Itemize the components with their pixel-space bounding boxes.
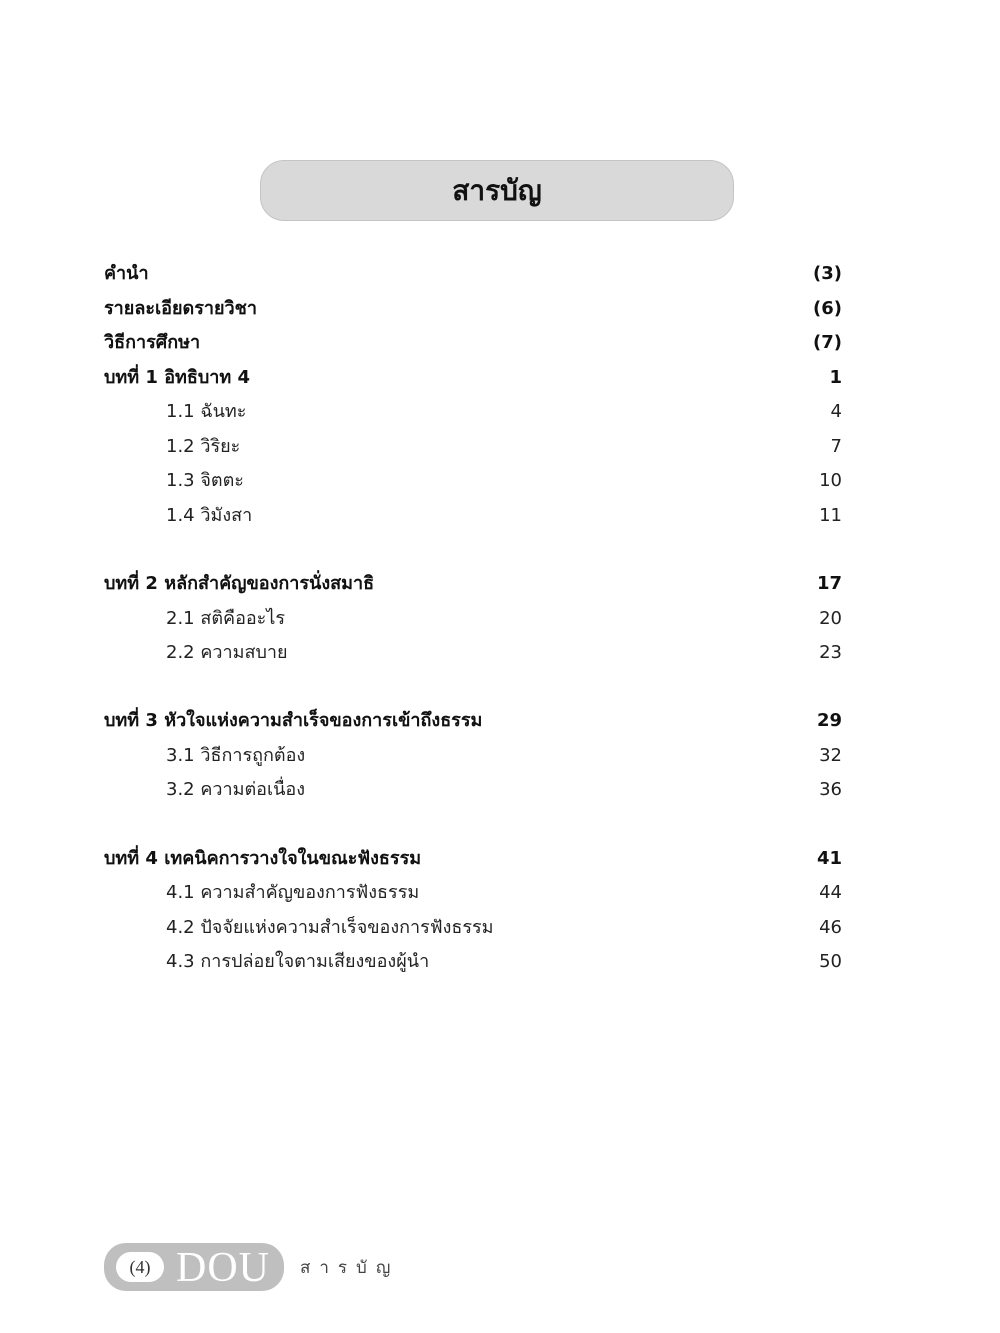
toc-entry-page: 20 xyxy=(819,608,842,629)
page-number: (4) xyxy=(116,1252,164,1282)
toc-entry-page: 41 xyxy=(816,848,842,869)
toc-entry-label: วิธีการศึกษา xyxy=(104,332,201,353)
page-footer xyxy=(104,1243,404,1291)
toc-entry-label: บทที่ 1 อิทธิบาท 4 xyxy=(104,367,251,388)
toc-entry-page: 1 xyxy=(829,367,842,388)
dou-logo: DOU xyxy=(176,1245,270,1291)
toc-entry-page: 7 xyxy=(830,436,842,457)
toc-entry-label: 4.2 ปัจจัยแห่งความสำเร็จของการฟังธรรม xyxy=(166,917,494,938)
toc-entry-label: 1.4 วิมังสา xyxy=(166,505,253,526)
toc-entry-page: 44 xyxy=(819,882,842,903)
toc-subentry[interactable] xyxy=(0,602,1000,636)
toc-entry-label: รายละเอียดรายวิชา xyxy=(104,298,257,319)
toc-entry[interactable] xyxy=(0,326,1000,360)
toc-entry-page: 17 xyxy=(816,573,842,594)
toc-entry-page: 50 xyxy=(819,951,842,972)
toc-entry-page: (3) xyxy=(813,263,842,284)
toc-entry-page: 11 xyxy=(819,505,842,526)
toc-subentry[interactable] xyxy=(0,499,1000,533)
toc-entry-label: 4.3 การปล่อยใจตามเสียงของผู้นำ xyxy=(166,951,430,972)
toc-entry-label: บทที่ 3 หัวใจแห่งความสำเร็จของการเข้าถึงธรรม xyxy=(104,710,483,731)
toc-chapter[interactable] xyxy=(0,567,1000,601)
toc-entry-label: 2.1 สติคืออะไร xyxy=(166,608,286,629)
toc-subentry[interactable] xyxy=(0,395,1000,429)
page-title: สารบัญ xyxy=(452,173,542,207)
toc-entry[interactable] xyxy=(0,292,1000,326)
toc-subentry[interactable] xyxy=(0,911,1000,945)
toc-subentry[interactable] xyxy=(0,636,1000,670)
toc-entry[interactable] xyxy=(0,257,1000,291)
toc-entry-label: 1.3 จิตตะ xyxy=(166,470,244,491)
toc-entry-page: 29 xyxy=(816,710,842,731)
toc-entry-page: 10 xyxy=(819,470,842,491)
toc-subentry[interactable] xyxy=(0,430,1000,464)
toc-entry-label: 1.2 วิริยะ xyxy=(166,436,241,457)
toc-entry-page: (6) xyxy=(813,298,842,319)
toc-entry-page: 4 xyxy=(830,401,842,422)
toc-chapter[interactable] xyxy=(0,704,1000,738)
toc-subentry[interactable] xyxy=(0,876,1000,910)
toc-chapter[interactable] xyxy=(0,361,1000,395)
footer-section-title: สารบัญ xyxy=(300,1258,400,1278)
toc-entry-page: 36 xyxy=(819,779,842,800)
toc-subentry[interactable] xyxy=(0,464,1000,498)
toc-entry-page: (7) xyxy=(813,332,842,353)
toc-subentry[interactable] xyxy=(0,773,1000,807)
toc-entry-label: บทที่ 4 เทคนิคการวางใจในขณะฟังธรรม xyxy=(104,848,422,869)
toc-entry-label: 3.1 วิธีการถูกต้อง xyxy=(166,745,306,766)
toc-entry-page: 46 xyxy=(819,917,842,938)
toc-entry-label: คำนำ xyxy=(104,263,149,284)
toc-entry-label: บทที่ 2 หลักสำคัญของการนั่งสมาธิ xyxy=(104,573,375,594)
footer-badge xyxy=(104,1243,284,1291)
toc-entry-label: 1.1 ฉันทะ xyxy=(166,401,247,422)
toc-entry-label: 3.2 ความต่อเนื่อง xyxy=(166,779,306,800)
toc-chapter[interactable] xyxy=(0,842,1000,876)
toc-subentry[interactable] xyxy=(0,739,1000,773)
toc-entry-label: 4.1 ความสำคัญของการฟังธรรม xyxy=(166,882,420,903)
toc-entry-label: 2.2 ความสบาย xyxy=(166,642,288,663)
toc-entry-page: 23 xyxy=(819,642,842,663)
toc-entry-page: 32 xyxy=(819,745,842,766)
toc-subentry[interactable] xyxy=(0,945,1000,979)
